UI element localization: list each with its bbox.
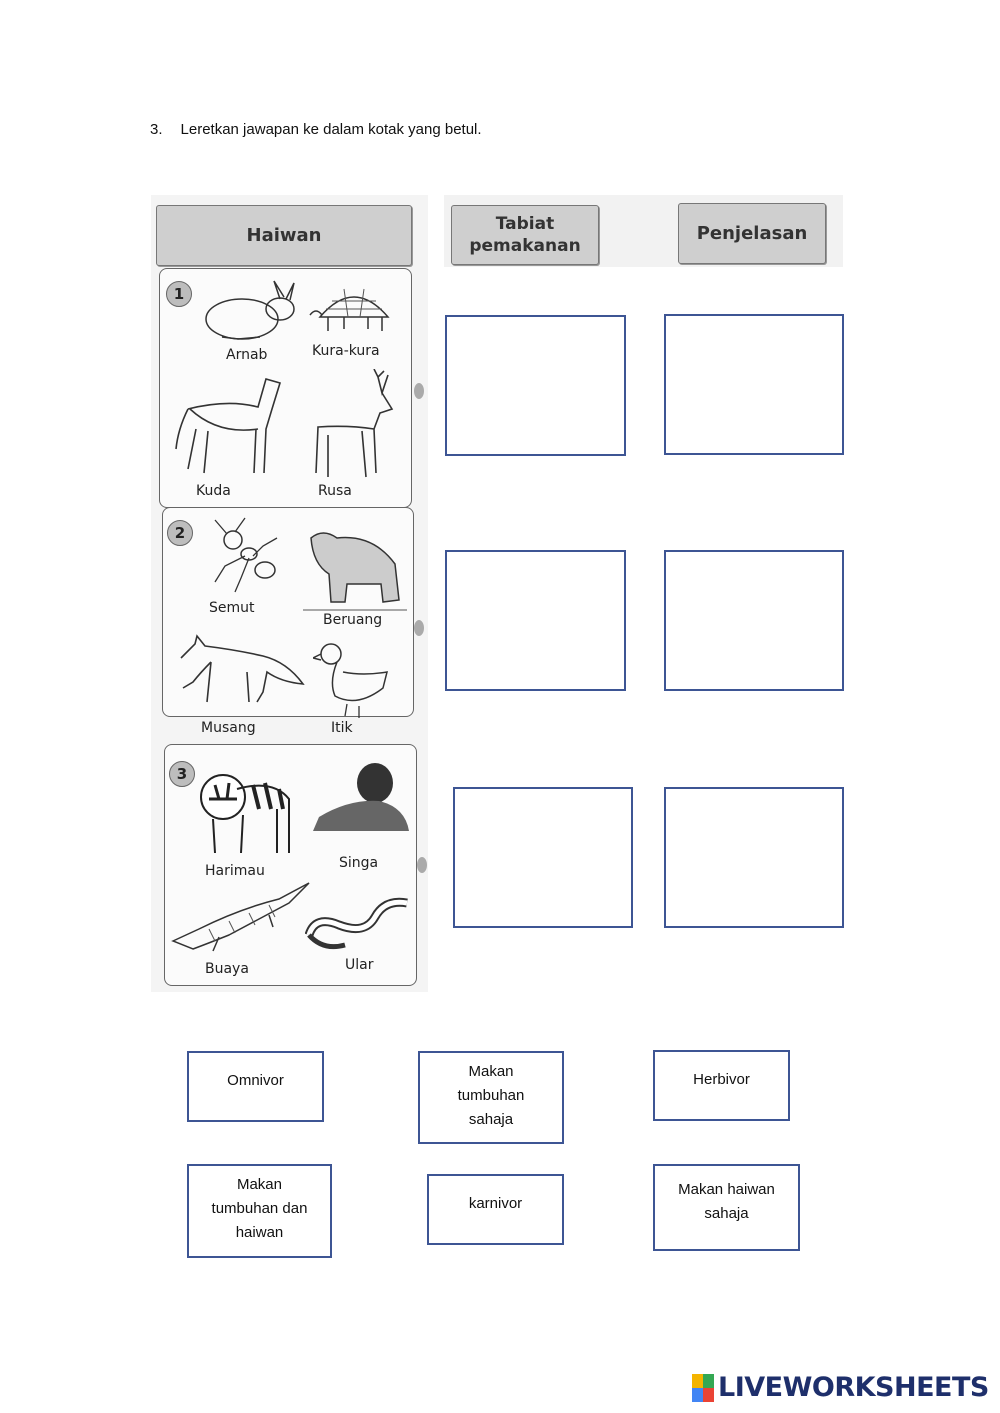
word-card-text: karnivor <box>468 1195 523 1212</box>
word-card-makan-tumbuhan-sahaja[interactable] <box>418 1051 564 1144</box>
word-card-text: tumbuhan dan <box>211 1200 308 1217</box>
animal-label: Harimau <box>205 863 265 879</box>
snake-illustration <box>305 895 411 957</box>
group-badge: 3 <box>169 761 195 787</box>
duck-illustration <box>313 636 393 720</box>
header-tabiat-line1: Tabiat <box>495 214 555 234</box>
word-card-text: Makan <box>236 1176 282 1193</box>
liveworksheets-logo-text: LIVEWORKSHEETS <box>718 1372 989 1403</box>
bear-illustration <box>303 524 408 612</box>
word-card-text: Makan <box>468 1063 514 1080</box>
word-card-text: Herbivor <box>693 1071 750 1088</box>
animal-group-2 <box>162 507 414 736</box>
crocodile-illustration <box>169 879 315 959</box>
word-card-text: Omnivor <box>227 1072 284 1089</box>
word-card-text: haiwan <box>235 1224 284 1241</box>
animal-label: Rusa <box>318 483 352 499</box>
word-card-herbivor[interactable] <box>653 1050 790 1121</box>
animal-label: Kura-kura <box>312 343 380 359</box>
header-tabiat-line2: pemakanan <box>469 236 581 256</box>
animal-label: Buaya <box>205 961 249 977</box>
word-card-text: sahaja <box>704 1205 749 1222</box>
word-card-text: Makan haiwan <box>678 1181 775 1198</box>
tabiat-drop-box-3[interactable] <box>453 787 633 928</box>
word-card-text: sahaja <box>468 1111 514 1128</box>
word-card-omnivor[interactable] <box>187 1051 324 1122</box>
penjelasan-drop-box-1[interactable] <box>664 314 844 455</box>
animal-label: Semut <box>209 600 255 616</box>
animal-label: Ular <box>345 957 374 973</box>
animal-label: Kuda <box>196 483 231 499</box>
word-card-makan-haiwan-sahaja[interactable] <box>653 1164 800 1251</box>
header-tabiat-pemakanan <box>451 205 599 265</box>
group-badge: 1 <box>166 281 192 307</box>
tabiat-drop-box-2[interactable] <box>445 550 626 691</box>
animal-label: Beruang <box>323 612 383 628</box>
animal-label: Itik <box>331 720 353 736</box>
penjelasan-drop-box-2[interactable] <box>664 550 844 691</box>
scan-notch <box>417 857 427 873</box>
group-badge: 2 <box>167 520 193 546</box>
word-card-makan-tumbuhan-dan-haiwan[interactable] <box>187 1164 332 1258</box>
question-number: 3. <box>150 121 163 138</box>
tortoise-illustration <box>308 277 400 339</box>
animal-label: Singa <box>339 855 379 871</box>
fox-illustration <box>177 632 307 712</box>
horse-illustration <box>168 369 288 479</box>
animal-label: Musang <box>201 720 256 736</box>
word-card-karnivor[interactable] <box>427 1174 564 1245</box>
header-penjelasan: Penjelasan <box>678 203 826 264</box>
scan-notch <box>414 383 424 399</box>
penjelasan-drop-box-3[interactable] <box>664 787 844 928</box>
rabbit-illustration <box>202 279 302 345</box>
liveworksheets-logo <box>692 1372 989 1403</box>
animal-label: Arnab <box>226 347 268 363</box>
animal-group-1 <box>159 268 412 508</box>
tiger-illustration <box>193 759 298 859</box>
word-card-text: tumbuhan <box>457 1087 525 1104</box>
lion-illustration <box>309 761 414 841</box>
scan-notch <box>414 620 424 636</box>
instruction-text: Leretkan jawapan ke dalam kotak yang betul. <box>180 121 482 138</box>
ant-illustration <box>205 516 285 596</box>
tabiat-drop-box-1[interactable] <box>445 315 626 456</box>
deer-illustration <box>288 369 403 484</box>
animal-group-3 <box>164 744 417 986</box>
liveworksheets-logo-icon <box>692 1374 714 1402</box>
header-haiwan: Haiwan <box>156 205 412 266</box>
instruction <box>150 121 482 138</box>
